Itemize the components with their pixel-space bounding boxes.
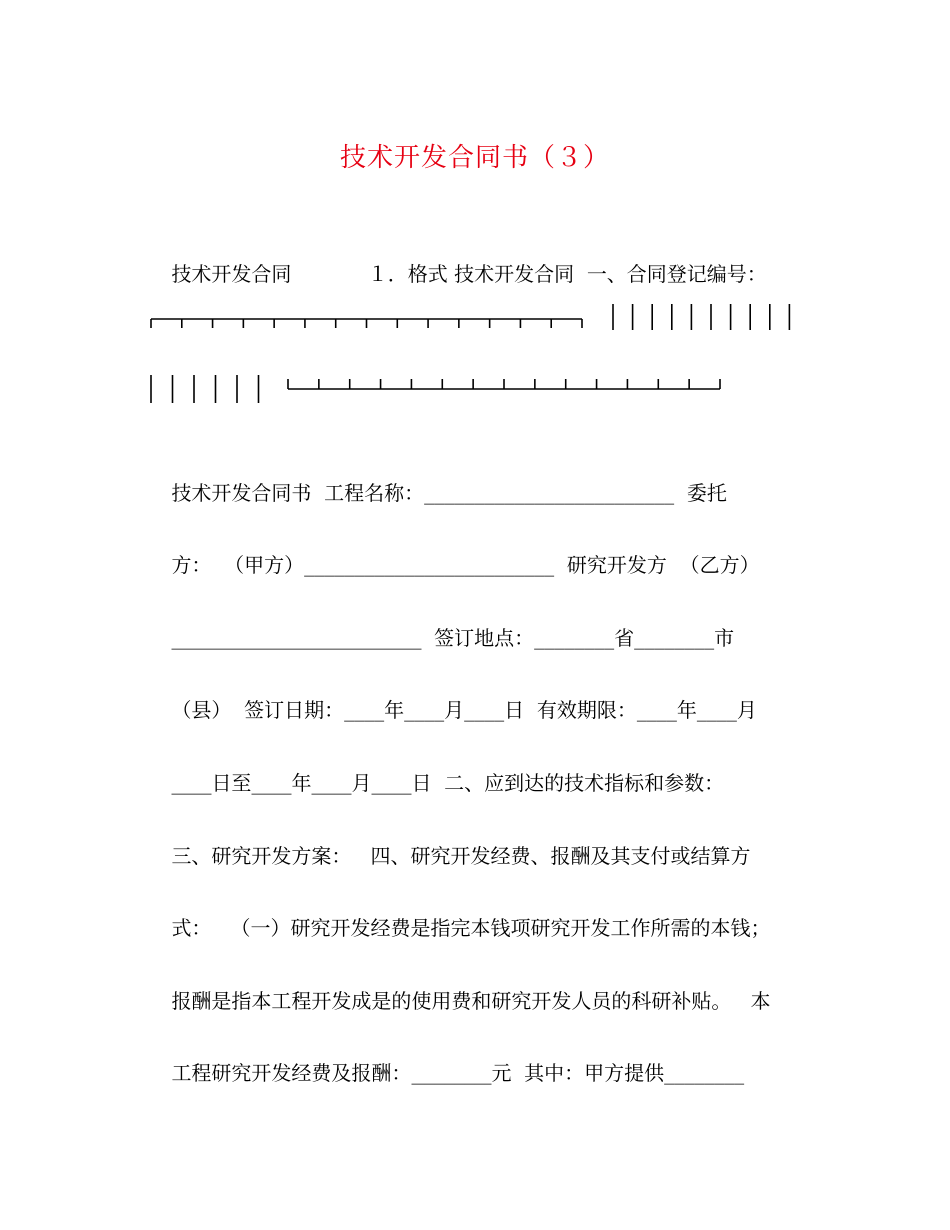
county-label: （县）	[171, 698, 232, 722]
month-label: 月	[444, 698, 465, 722]
remuneration-definition-text: 报酬是指本工程开发成是的使用费和研究开发人员的科研补贴。	[171, 989, 732, 1013]
valid-from-day-field[interactable]: ____	[171, 771, 212, 795]
yuan-label: 元	[491, 1061, 512, 1085]
province-field[interactable]: ________	[534, 626, 615, 650]
paragraph-continuation: 本	[750, 989, 771, 1013]
valid-to-month-field[interactable]: ____	[311, 771, 352, 795]
text-line-funding-1	[146, 886, 806, 970]
contract-book-label: 技术开发合同书	[171, 481, 312, 505]
day-label: 日	[411, 771, 432, 795]
signing-date-label: 签订日期：	[244, 698, 345, 722]
project-name-label: 工程名称：	[324, 481, 425, 505]
party-a-label: （甲方）	[224, 553, 305, 577]
year-label: 年	[291, 771, 312, 795]
section-4-heading: 四、研究开发经费、报酬及其支付或结算方	[370, 844, 751, 868]
total-funding-label: 工程研究开发经费及报酬：	[171, 1061, 412, 1085]
text-line-funding-3	[146, 1031, 806, 1115]
party-a-field[interactable]: _________________________	[304, 553, 555, 577]
month-label: 月	[736, 698, 757, 722]
valid-to-year-field[interactable]: ____	[251, 771, 292, 795]
month-label: 月	[351, 771, 372, 795]
funding-definition-text: （一）研究开发经费是指完本钱项研究开发工作所需的本钱；	[230, 916, 771, 940]
day-to-label: 日至	[211, 771, 252, 795]
year-label: 年	[384, 698, 405, 722]
text-line-parties	[146, 523, 806, 607]
party-a-provides-label: 其中：甲方提供	[524, 1061, 665, 1085]
registration-number-label: 一、合同登记编号：	[586, 262, 767, 286]
city-field[interactable]: ________	[634, 626, 715, 650]
client-label-start: 委托	[686, 481, 727, 505]
valid-to-day-field[interactable]: ____	[371, 771, 412, 795]
city-label: 市	[714, 626, 735, 650]
validity-label: 有效期限：	[536, 698, 637, 722]
section-3-heading: 三、研究开发方案：	[171, 844, 352, 868]
valid-from-month-field[interactable]: ____	[696, 698, 737, 722]
total-funding-field[interactable]: ________	[411, 1061, 492, 1085]
section-4-heading-end: 式：	[171, 916, 212, 940]
section-2-heading: 二、应到达的技术指标和参数：	[444, 771, 725, 795]
party-b-label: （乙方）	[679, 553, 760, 577]
registration-number-boxes	[146, 300, 796, 410]
text-line-validity	[146, 741, 806, 825]
day-label: 日	[504, 698, 525, 722]
project-name-field[interactable]: _________________________	[424, 481, 675, 505]
valid-from-year-field[interactable]: ____	[636, 698, 677, 722]
text-line-dates	[146, 668, 806, 752]
party-b-field[interactable]: _________________________	[171, 626, 422, 650]
client-label-end: 方：	[171, 553, 212, 577]
developer-label: 研究开发方	[566, 553, 667, 577]
sign-day-field[interactable]: ____	[464, 698, 505, 722]
signing-place-label: 签订地点：	[434, 626, 535, 650]
province-label: 省	[614, 626, 635, 650]
sign-month-field[interactable]: ____	[404, 698, 445, 722]
format-label: １．格式 技术开发合同	[367, 262, 575, 286]
heading-contract: 技术开发合同	[171, 262, 292, 286]
sign-year-field[interactable]: ____	[344, 698, 385, 722]
document-title: 技术开发合同书（３）	[339, 143, 610, 173]
party-a-amount-field[interactable]: ________	[664, 1061, 745, 1085]
year-label: 年	[676, 698, 697, 722]
